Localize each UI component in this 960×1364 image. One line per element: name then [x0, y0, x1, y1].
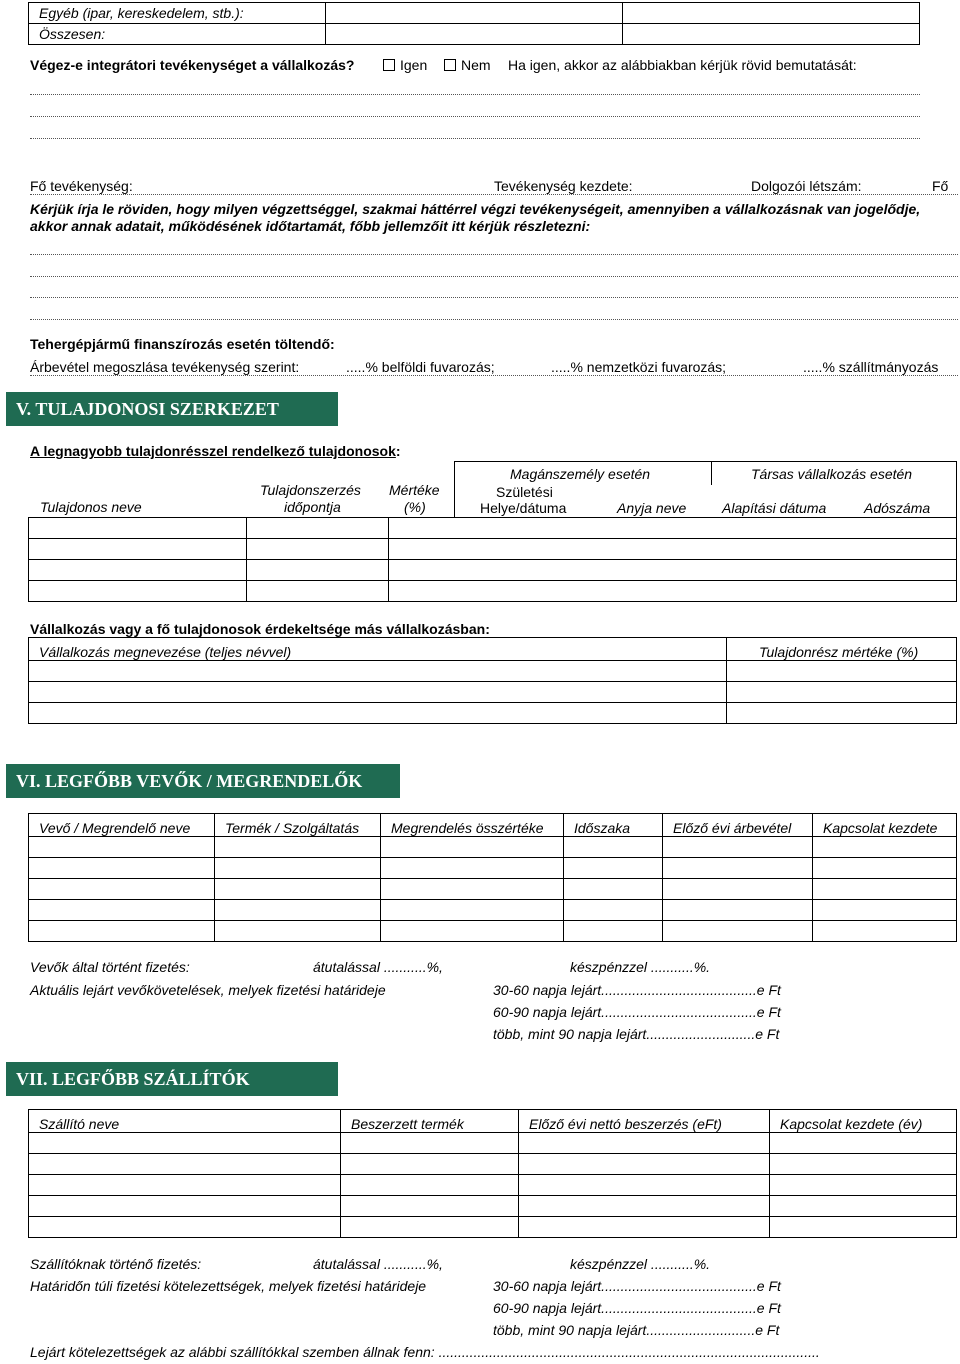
customer-cell[interactable] — [564, 921, 663, 942]
other-industry-cell-1[interactable] — [326, 3, 623, 24]
integrator-question: Végez-e integrátori tevékenységet a vállalkozás? — [30, 57, 355, 73]
owners-table-body — [28, 517, 957, 602]
supplier-overdue-60-90[interactable]: 60-90 napja lejárt........................................e Ft — [493, 1300, 781, 1316]
supplier-cell[interactable] — [341, 1133, 519, 1154]
customer-cell[interactable] — [813, 858, 957, 879]
supplier-overdue-90plus[interactable]: több, mint 90 napja lejárt............................e Ft — [493, 1322, 780, 1338]
integrator-yes-option[interactable]: Igen — [383, 57, 427, 73]
owners-group-topline — [454, 461, 956, 462]
founded-date-header: Alapítási dátuma — [722, 500, 827, 516]
interest-table — [28, 637, 957, 724]
interest-cell[interactable] — [727, 682, 957, 703]
supplier-name-header: Szállító neve — [29, 1110, 341, 1133]
international-transport-field[interactable]: .....% nemzetközi fuvarozás; — [551, 359, 727, 375]
supplier-overdue-label: Határidőn túli fizetési kötelezettségek, melyek fizetési határideje — [30, 1278, 427, 1294]
main-activity-label: Fő tevékenység: — [30, 178, 133, 194]
integrator-no-option[interactable]: Nem — [444, 57, 491, 73]
period-header: Időszaka — [564, 814, 663, 837]
customer-cell[interactable] — [663, 837, 813, 858]
customer-cell[interactable] — [215, 921, 381, 942]
activity-answer-line-3[interactable] — [30, 297, 958, 298]
supplier-cell[interactable] — [29, 1154, 341, 1175]
activity-request-line-1: Kérjük írja le röviden, hogy milyen végzettséggel, szakmai háttérrel végzi tevékenységeit, amennyiben a vállalkozásnak van jogelődje, — [30, 201, 921, 217]
prior-revenue-header: Előző évi árbevétel — [663, 814, 813, 837]
supplier-cell[interactable] — [341, 1196, 519, 1217]
activity-request-line-2: akkor annak adatait, működésének időtartamát, főbb jellemzőit itt kérjük részletezni: — [30, 218, 591, 234]
overdue-suppliers-field[interactable]: Lejárt kötelezettségek az alábbi szállítókkal szemben állnak fenn: .................................................................................................. — [30, 1344, 820, 1360]
staff-count-label: Dolgozói létszám: — [751, 178, 862, 194]
owner-cell[interactable] — [389, 560, 957, 581]
integrator-answer-line-3[interactable] — [30, 138, 920, 139]
activity-line[interactable] — [30, 194, 958, 195]
top-summary-table — [28, 2, 920, 45]
domestic-transport-field[interactable]: .....% belföldi fuvarozás; — [346, 359, 495, 375]
supplier-cell[interactable] — [519, 1217, 770, 1238]
customer-cell[interactable] — [381, 837, 564, 858]
supplier-cell[interactable] — [519, 1133, 770, 1154]
integrator-answer-line-1[interactable] — [30, 94, 920, 95]
purchased-product-header: Beszerzett termék — [341, 1110, 519, 1133]
customer-cell[interactable] — [215, 837, 381, 858]
activity-answer-line-4[interactable] — [30, 319, 958, 320]
customer-cell[interactable] — [29, 837, 215, 858]
interest-cell[interactable] — [29, 682, 727, 703]
supplier-cell[interactable] — [519, 1175, 770, 1196]
acquisition-header-1: Tulajdonszerzés — [260, 482, 361, 498]
section-7-header: VII. LEGFŐBB SZÁLLÍTÓK — [6, 1062, 338, 1096]
customer-cell[interactable] — [564, 879, 663, 900]
supplier-cell[interactable] — [770, 1154, 957, 1175]
customer-overdue-label: Aktuális lejárt vevőkövetelések, melyek fizetési határideje — [30, 982, 386, 998]
supplier-cell[interactable] — [29, 1133, 341, 1154]
supplier-cell[interactable] — [341, 1175, 519, 1196]
customer-cell[interactable] — [663, 900, 813, 921]
customer-cell[interactable] — [564, 837, 663, 858]
customer-cell[interactable] — [663, 879, 813, 900]
supplier-cell[interactable] — [29, 1217, 341, 1238]
suppliers-table — [28, 1109, 957, 1238]
interest-title: Vállalkozás vagy a fő tulajdonosok érdekeltsége más vállalkozásban: — [30, 621, 490, 637]
owners-subtitle-text: A legnagyobb tulajdonrésszel rendelkező tulajdonosok — [30, 443, 396, 459]
supplier-cell[interactable] — [29, 1196, 341, 1217]
company-group-header: Társas vállalkozás esetén — [751, 466, 913, 482]
section-5-header: V. TULAJDONOSI SZERKEZET — [6, 392, 338, 426]
supplier-cell[interactable] — [341, 1217, 519, 1238]
supplier-cell[interactable] — [519, 1196, 770, 1217]
customer-cell[interactable] — [663, 858, 813, 879]
revenue-split-label: Árbevétel megoszlása tevékenység szerint: — [30, 359, 300, 375]
supplier-cell[interactable] — [770, 1175, 957, 1196]
interest-cell[interactable] — [29, 661, 727, 682]
customer-cell[interactable] — [381, 900, 564, 921]
owner-name-header: Tulajdonos neve — [40, 499, 142, 515]
owner-cell[interactable] — [29, 518, 247, 539]
customer-cell[interactable] — [381, 921, 564, 942]
customer-cash-field[interactable]: készpénzzel ...........%. — [570, 959, 711, 975]
owner-cell[interactable] — [29, 560, 247, 581]
owner-cell[interactable] — [247, 539, 389, 560]
supplier-cell[interactable] — [770, 1217, 957, 1238]
customer-cell[interactable] — [813, 837, 957, 858]
activity-answer-line-1[interactable] — [30, 254, 958, 255]
owner-cell[interactable] — [29, 539, 247, 560]
owner-cell[interactable] — [247, 581, 389, 602]
customer-cell[interactable] — [813, 921, 957, 942]
owner-cell[interactable] — [29, 581, 247, 602]
owner-cell[interactable] — [389, 581, 957, 602]
owners-group-divider-left — [454, 461, 455, 517]
integrator-answer-line-2[interactable] — [30, 116, 920, 117]
customer-cell[interactable] — [813, 879, 957, 900]
customer-cell[interactable] — [29, 858, 215, 879]
other-industry-label: Egyéb (ipar, kereskedelem, stb.): — [29, 3, 326, 24]
total-label: Összesen: — [29, 24, 326, 45]
customer-cell[interactable] — [564, 858, 663, 879]
owners-group-divider-right — [956, 461, 957, 517]
section-6-header: VI. LEGFŐBB VEVŐK / MEGRENDELŐK — [6, 764, 400, 798]
customer-cell[interactable] — [381, 858, 564, 879]
birth-header-2: Helye/dátuma — [480, 500, 567, 516]
total-cell-1[interactable] — [326, 24, 623, 45]
supplier-cell[interactable] — [341, 1154, 519, 1175]
birth-header-1: Születési — [496, 484, 553, 500]
acquisition-header-2: időpontja — [284, 499, 341, 515]
owner-cell[interactable] — [389, 518, 957, 539]
total-cell-2[interactable] — [623, 24, 920, 45]
truck-financing-title: Tehergépjármű finanszírozás esetén töltendő: — [30, 336, 335, 352]
revenue-split-line — [30, 375, 958, 376]
staff-unit-label: Fő — [932, 178, 949, 194]
supplier-cell[interactable] — [770, 1133, 957, 1154]
customer-cell[interactable] — [564, 900, 663, 921]
share-header-2: (%) — [404, 499, 426, 515]
interest-cell[interactable] — [727, 703, 957, 724]
forwarding-field[interactable]: .....% szállítmányozás — [803, 359, 939, 375]
order-value-header: Megrendelés összértéke — [381, 814, 564, 837]
mother-name-header: Anyja neve — [617, 500, 687, 516]
yes-checkbox[interactable] — [383, 59, 395, 71]
customer-overdue-60-90[interactable]: 60-90 napja lejárt........................................e Ft — [493, 1004, 781, 1020]
supplier-cell[interactable] — [770, 1196, 957, 1217]
owners-subtitle — [30, 443, 401, 459]
supplier-cell[interactable] — [29, 1175, 341, 1196]
interest-cell[interactable] — [29, 703, 727, 724]
integrator-prompt: Ha igen, akkor az alábbiakban kérjük rövid bemutatását: — [508, 57, 857, 73]
supplier-overdue-30-60[interactable]: 30-60 napja lejárt........................................e Ft — [493, 1278, 781, 1294]
share-header-1: Mértéke — [389, 482, 440, 498]
interest-name-header: Vállalkozás megnevezése (teljes névvel) — [29, 638, 727, 661]
customer-cell[interactable] — [29, 900, 215, 921]
relation-start-header: Kapcsolat kezdete — [813, 814, 957, 837]
prior-purchase-header: Előző évi nettó beszerzés (eFt) — [519, 1110, 770, 1133]
customer-payment-label: Vevők által történt fizetés: — [30, 959, 190, 975]
supplier-cell[interactable] — [519, 1154, 770, 1175]
customer-cell[interactable] — [215, 900, 381, 921]
customer-cell[interactable] — [29, 921, 215, 942]
supplier-payment-label: Szállítóknak történő fizetés: — [30, 1256, 202, 1272]
interest-share-header: Tulajdonrész mértéke (%) — [727, 638, 957, 661]
customer-cell[interactable] — [663, 921, 813, 942]
supplier-relation-start-header: Kapcsolat kezdete (év) — [770, 1110, 957, 1133]
other-industry-cell-2[interactable] — [623, 3, 920, 24]
activity-answer-line-2[interactable] — [30, 276, 958, 277]
supplier-cash-field[interactable]: készpénzzel ...........%. — [570, 1256, 711, 1272]
customer-cell[interactable] — [813, 900, 957, 921]
tax-number-header: Adószáma — [864, 500, 931, 516]
owners-group-divider-mid — [711, 461, 712, 485]
supplier-transfer-field[interactable]: átutalással ...........%, — [313, 1256, 443, 1272]
no-checkbox[interactable] — [444, 59, 456, 71]
customer-cell[interactable] — [215, 858, 381, 879]
activity-start-label: Tevékenység kezdete: — [494, 178, 633, 194]
owner-cell[interactable] — [247, 518, 389, 539]
customer-cell[interactable] — [381, 879, 564, 900]
customer-overdue-30-60[interactable]: 30-60 napja lejárt........................................e Ft — [493, 982, 781, 998]
customer-overdue-90plus[interactable]: több, mint 90 napja lejárt............................e Ft — [493, 1026, 780, 1042]
customer-transfer-field[interactable]: átutalással ...........%, — [313, 959, 443, 975]
owners-subtitle-colon: : — [395, 443, 401, 459]
owner-cell[interactable] — [247, 560, 389, 581]
person-group-header: Magánszemély esetén — [510, 466, 651, 482]
customers-table — [28, 813, 957, 942]
customer-cell[interactable] — [29, 879, 215, 900]
customer-cell[interactable] — [215, 879, 381, 900]
customer-name-header: Vevő / Megrendelő neve — [29, 814, 215, 837]
owner-cell[interactable] — [389, 539, 957, 560]
interest-cell[interactable] — [727, 661, 957, 682]
product-header: Termék / Szolgáltatás — [215, 814, 381, 837]
